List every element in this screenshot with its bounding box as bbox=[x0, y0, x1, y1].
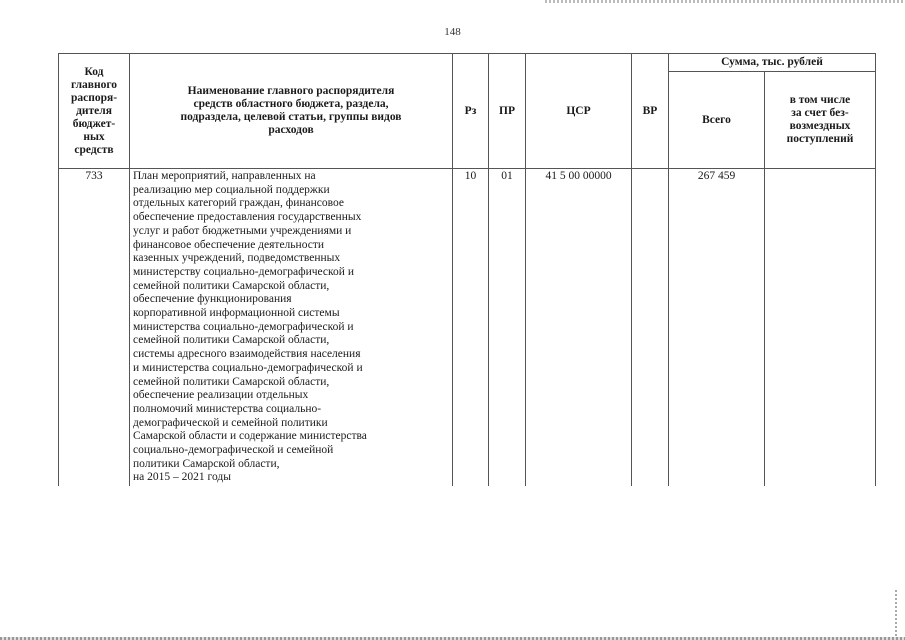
header-pr: ПР bbox=[489, 54, 526, 169]
table-header bbox=[59, 54, 876, 169]
cell-csr: 41 5 00 00000 bbox=[526, 169, 632, 487]
cell-name: План мероприятий, направленных на реализацию мер социальной поддержки отдельных категорий граждан, финансовое обеспечение предоставления государственных услуг и работ бюджетными учреждениями и финансовое обеспечение деятельности казенных учреждений, подведомственных министерству социально-демографической и семейной политики Самарской области, обеспечение функционирования корпоративной информационной системы министерства социально-демографической и семейной политики Самарской области, системы адресного взаимодействия населения и министерства социально-демографической и семейной политики Самарской области, обеспечение реализации отдельных полномочий министерства социально- демографической и семейной политики Самарской области и содержание министерства социально-демографической и семейной политики Самарской области, на 2015 – 2021 годы bbox=[130, 169, 453, 487]
header-csr: ЦСР bbox=[526, 54, 632, 169]
header-sum: Сумма, тыс. рублей bbox=[669, 54, 876, 72]
header-rz: Рз bbox=[453, 54, 489, 169]
cell-code: 733 bbox=[59, 169, 130, 487]
header-incl: в том числе за счет без- возмездных поступлений bbox=[765, 72, 876, 169]
scan-edge-top bbox=[545, 0, 905, 3]
cell-pr: 01 bbox=[489, 169, 526, 487]
cell-rz: 10 bbox=[453, 169, 489, 487]
cell-total: 267 459 bbox=[669, 169, 765, 487]
scan-edge-right bbox=[895, 590, 897, 638]
page-number: 148 bbox=[444, 26, 461, 38]
table-body bbox=[59, 169, 876, 487]
header-code: Код главного распоря- дителя бюджет- ных средств bbox=[59, 54, 130, 169]
cell-incl bbox=[765, 169, 876, 487]
header-name: Наименование главного распорядителя средств областного бюджета, раздела, подраздела, целевой статьи, группы видов расходов bbox=[130, 54, 453, 169]
table-row bbox=[59, 169, 876, 487]
budget-table bbox=[58, 53, 876, 486]
header-total: Всего bbox=[669, 72, 765, 169]
cell-vr bbox=[632, 169, 669, 487]
header-vr: ВР bbox=[632, 54, 669, 169]
